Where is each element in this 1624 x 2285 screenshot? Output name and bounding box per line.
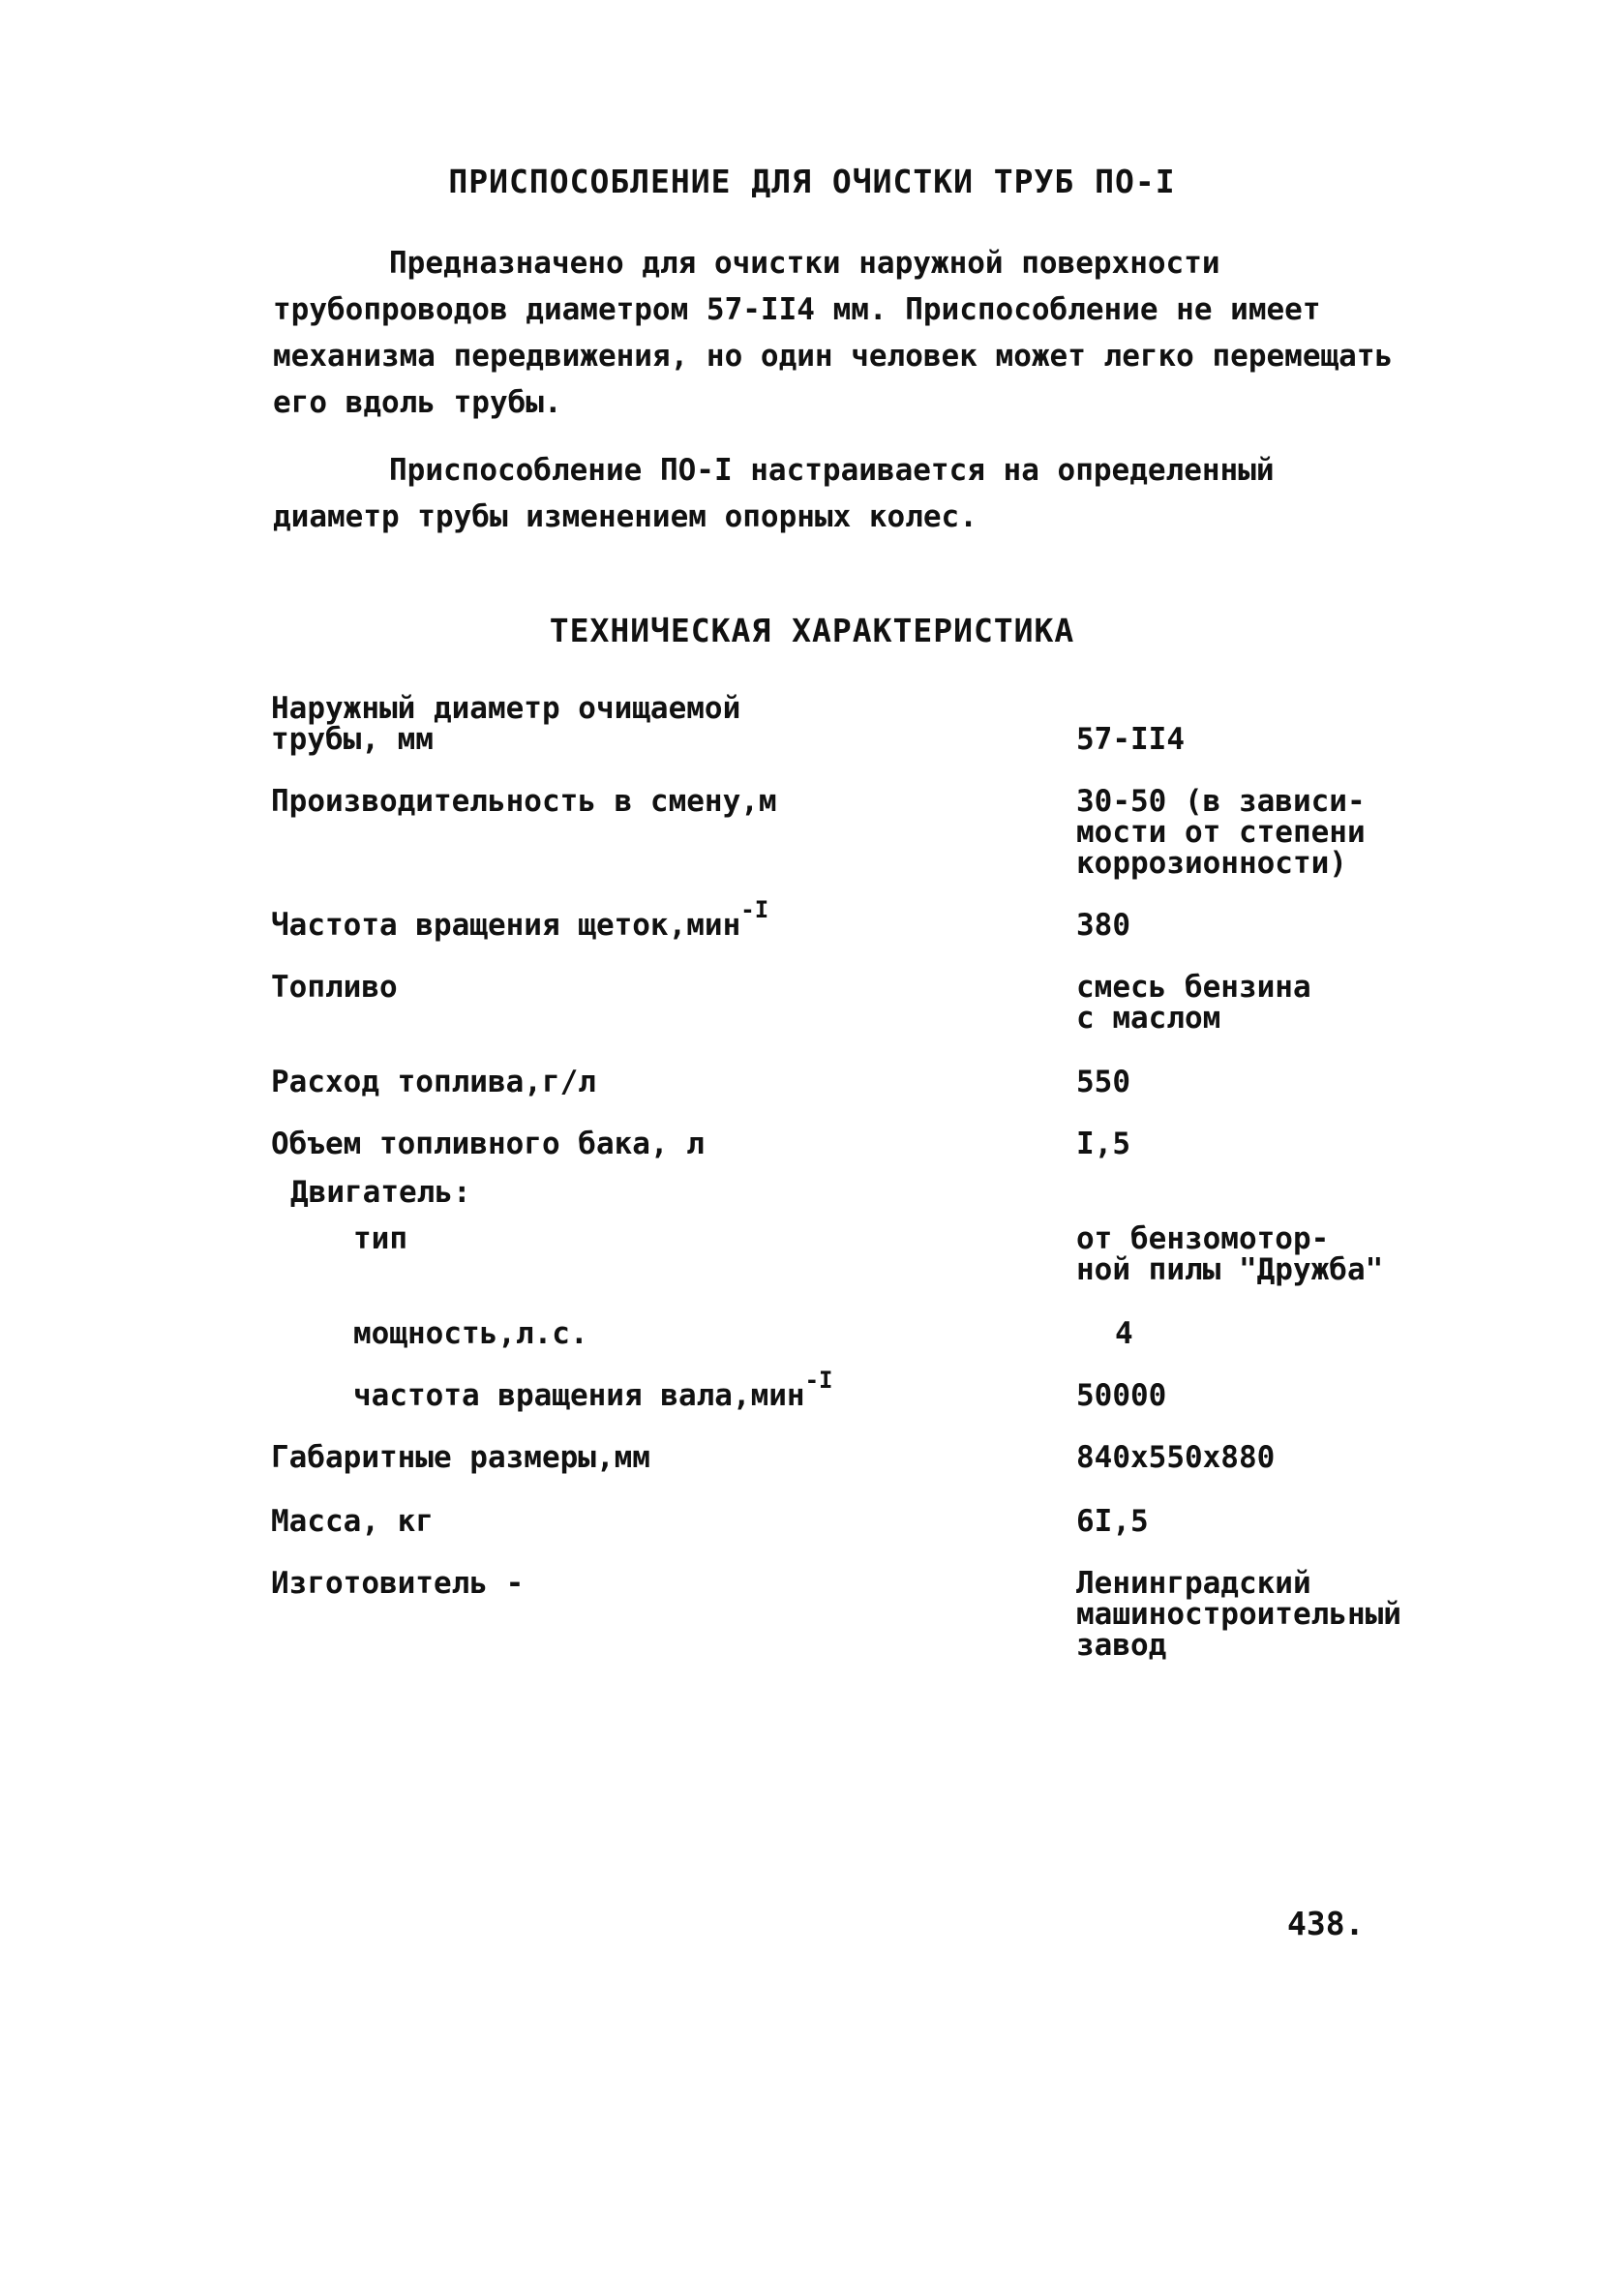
spec-label [271,896,1026,943]
spec-heading: ТЕХНИЧЕСКАЯ ХАРАКТЕРИСТИКА [549,612,1075,649]
spec-label: Двигатель: [290,1175,471,1210]
page-number: 438. [1287,1905,1365,1942]
spec-value: 50000 [1076,1378,1167,1413]
spec-label: мощность,л.с. [353,1316,588,1351]
spec-label-superscript: -I [740,896,769,923]
spec-label: Производительность в смену,м [271,784,777,819]
intro-paragraph-1: Предназначено для очистки наружной поверхности трубопроводов диаметром 57-II4 мм. Приспособление не имеет механизма передвижения, но один человек может легко перемещать его вдоль трубы. [273,246,1394,420]
spec-label: Масса, кг [271,1504,434,1539]
spec-label-superscript: -I [804,1367,833,1394]
spec-value: Ленинградский машиностроительный завод [1076,1566,1401,1663]
spec-label: Расход топлива,г/л [271,1065,596,1099]
intro-paragraph-2: Приспособление ПО-I настраивается на определенный диаметр трубы изменением опорных колес. [273,453,1275,534]
spec-label-text: частота вращения вала,мин [353,1378,805,1413]
spec-value: от бензомотор- ной пилы "Дружба" [1076,1221,1384,1287]
spec-label: тип [353,1221,407,1256]
spec-value: 380 [1076,908,1130,943]
spec-label: Объем топливного бака, л [271,1127,705,1161]
spec-value: смесь бензина с маслом [1076,970,1311,1036]
spec-label: Габаритные размеры,мм [271,1440,650,1475]
spec-value: 550 [1076,1065,1130,1099]
spec-label: Изготовитель - [271,1566,525,1601]
document-title: ПРИСПОСОБЛЕНИЕ ДЛЯ ОЧИСТКИ ТРУБ ПО-I [448,163,1176,200]
spec-value: 30-50 (в зависи- мости от степени коррозионности) [1076,784,1366,881]
spec-value: I,5 [1076,1127,1130,1161]
spec-label-text: Частота вращения щеток,мин [271,908,741,943]
spec-value: 57-II4 [1076,722,1185,757]
spec-value: 840x550x880 [1076,1440,1276,1475]
spec-label [353,1367,1108,1413]
spec-value: 6I,5 [1076,1504,1149,1539]
spec-label: Топливо [271,970,398,1005]
spec-label: Наружный диаметр очищаемой трубы, мм [271,691,741,757]
spec-value: 4 [1115,1316,1133,1351]
